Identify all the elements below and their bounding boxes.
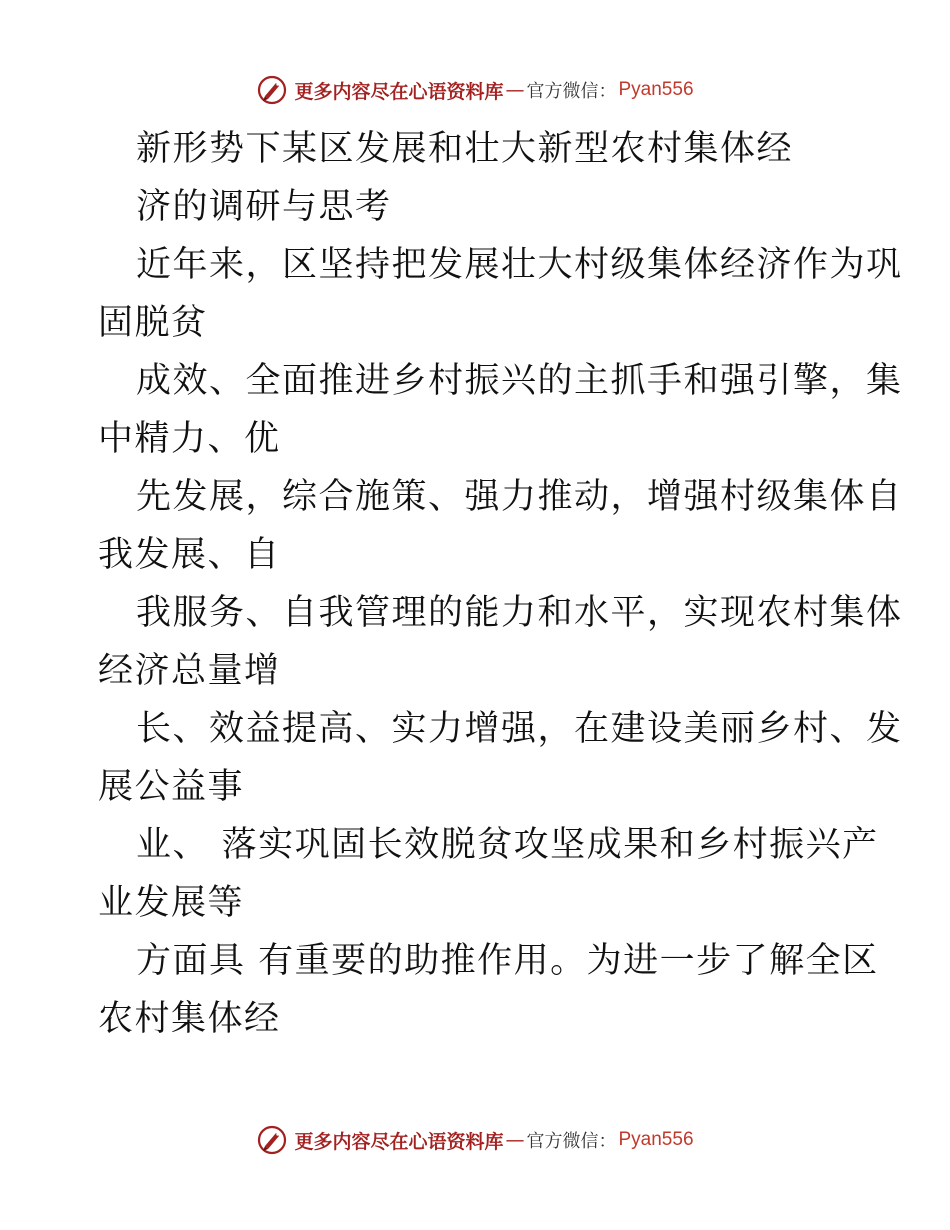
paragraph-line: 经济总量增 — [98, 651, 281, 691]
paragraph-line: 我服务、自我管理的能力和水平，实现农村集体 — [136, 593, 903, 633]
watermark-sub-text: 官方微信： — [526, 81, 617, 102]
paragraph-line: 农村集体经 — [98, 999, 281, 1039]
paragraph-line: 展公益事 — [98, 767, 245, 807]
paragraph-line: 业、 落实巩固长效脱贫攻坚成果和乡村振兴产 — [136, 825, 879, 865]
document-body — [98, 120, 903, 1048]
paragraph-line: 近年来，区坚持把发展壮大村级集体经济作为巩 — [136, 245, 903, 285]
paragraph-line: 方面具 有重要的助推作用。为进一步了解全区 — [136, 941, 879, 981]
paragraph-line: 固脱贫 — [98, 303, 208, 343]
paragraph-line: 中精力、优 — [98, 419, 281, 459]
paragraph-line: 长、效益提高、实力增强，在建设美丽乡村、发 — [136, 709, 903, 749]
watermark-sub-text: 官方微信： — [526, 1131, 617, 1152]
watermark-wechat-id: Pyan556 — [618, 79, 694, 100]
paragraph-line: 先发展，综合施策、强力推动，增强村级集体自 — [136, 477, 903, 517]
watermark-dash: — — [505, 79, 525, 101]
watermark-wechat-id: Pyan556 — [618, 1129, 694, 1150]
paragraph-line: 成效、全面推进乡村振兴的主抓手和强引擎，集 — [136, 361, 903, 401]
title-line-2: 济的调研与思考 — [136, 187, 392, 227]
pen-logo-icon — [256, 1124, 288, 1156]
watermark-dash: — — [505, 1129, 525, 1151]
watermark-main-text: 更多内容尽在心语资料库 — [294, 1130, 504, 1153]
header-watermark — [0, 70, 950, 110]
paragraph-line: 业发展等 — [98, 883, 245, 923]
footer-watermark — [0, 1120, 950, 1160]
pen-logo-icon — [256, 74, 288, 106]
watermark-main-text: 更多内容尽在心语资料库 — [294, 80, 504, 103]
paragraph-line: 我发展、自 — [98, 535, 281, 575]
title-line-1: 新形势下某区发展和壮大新型农村集体经 — [136, 129, 794, 169]
